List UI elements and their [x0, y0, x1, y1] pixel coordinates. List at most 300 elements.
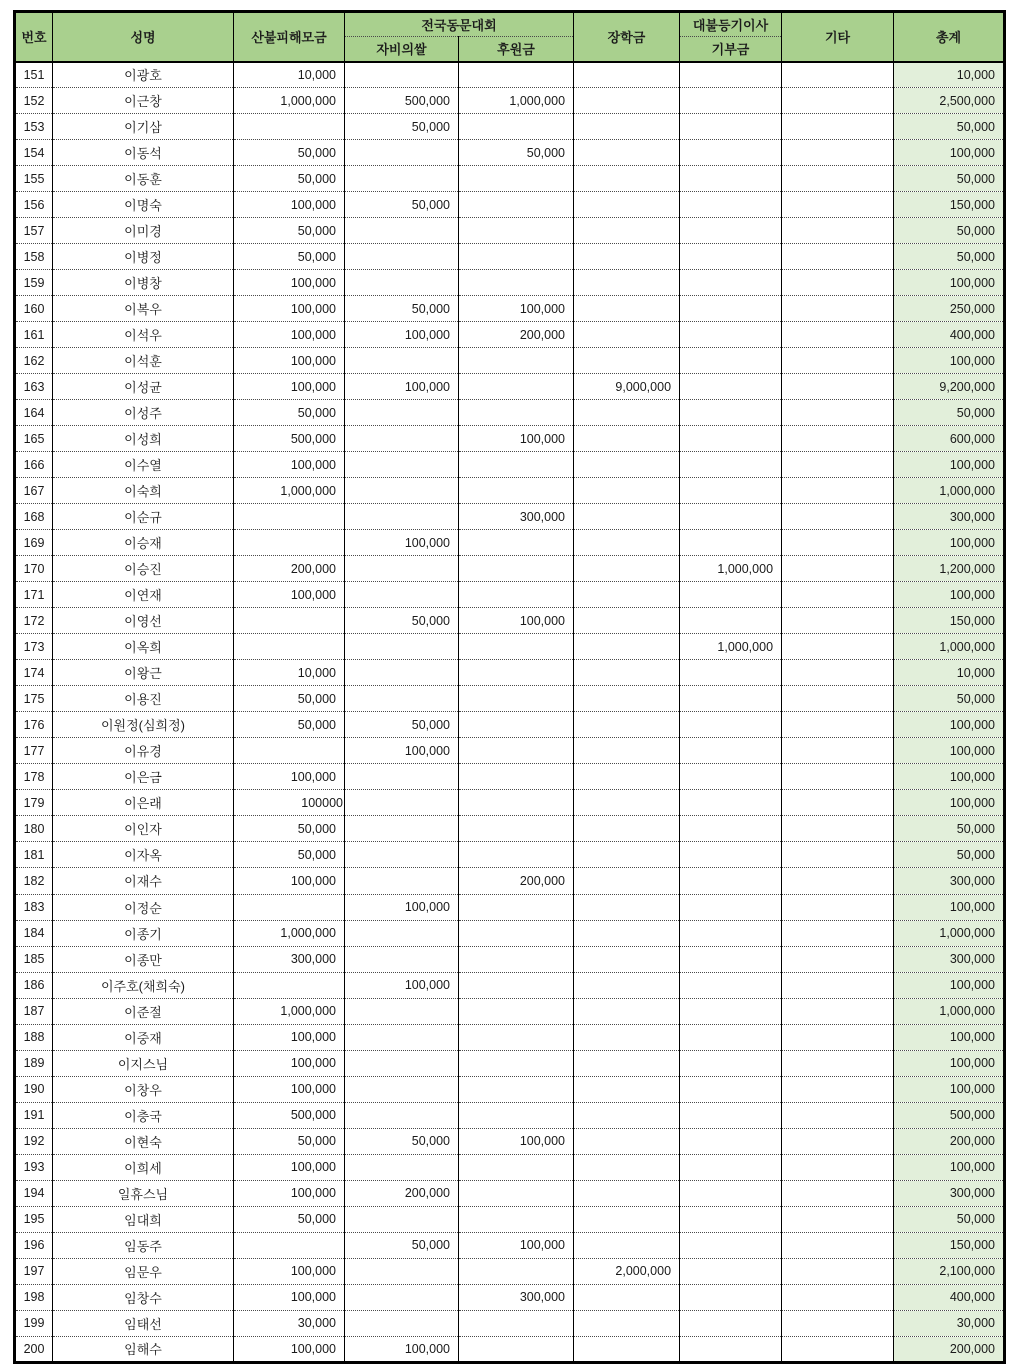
cell-rice-168[interactable]: [345, 504, 459, 530]
cell-support-167[interactable]: [459, 478, 574, 504]
cell-fire-188[interactable]: 100,000: [234, 1024, 345, 1050]
cell-total-181[interactable]: 50,000: [894, 842, 1005, 868]
cell-rice-161[interactable]: 100,000: [345, 322, 459, 348]
cell-etc-167[interactable]: [782, 478, 894, 504]
cell-scholarship-162[interactable]: [574, 348, 680, 374]
cell-rice-176[interactable]: 50,000: [345, 712, 459, 738]
cell-rice-193[interactable]: [345, 1154, 459, 1180]
cell-support-189[interactable]: [459, 1050, 574, 1076]
cell-total-174[interactable]: 10,000: [894, 660, 1005, 686]
cell-no-172[interactable]: 172: [15, 608, 53, 634]
cell-director-177[interactable]: [680, 738, 782, 764]
cell-name-188[interactable]: 이중재: [53, 1024, 234, 1050]
cell-etc-173[interactable]: [782, 634, 894, 660]
cell-support-194[interactable]: [459, 1180, 574, 1206]
cell-rice-194[interactable]: 200,000: [345, 1180, 459, 1206]
cell-no-166[interactable]: 166: [15, 452, 53, 478]
cell-fire-185[interactable]: 300,000: [234, 946, 345, 972]
cell-director-188[interactable]: [680, 1024, 782, 1050]
cell-rice-152[interactable]: 500,000: [345, 88, 459, 114]
cell-total-177[interactable]: 100,000: [894, 738, 1005, 764]
cell-etc-154[interactable]: [782, 140, 894, 166]
cell-support-165[interactable]: 100,000: [459, 426, 574, 452]
cell-etc-166[interactable]: [782, 452, 894, 478]
cell-scholarship-152[interactable]: [574, 88, 680, 114]
cell-etc-175[interactable]: [782, 686, 894, 712]
cell-no-190[interactable]: 190: [15, 1076, 53, 1102]
cell-etc-161[interactable]: [782, 322, 894, 348]
cell-rice-180[interactable]: [345, 816, 459, 842]
cell-etc-157[interactable]: [782, 218, 894, 244]
cell-fire-176[interactable]: 50,000: [234, 712, 345, 738]
cell-fire-189[interactable]: 100,000: [234, 1050, 345, 1076]
cell-etc-180[interactable]: [782, 816, 894, 842]
cell-no-196[interactable]: 196: [15, 1232, 53, 1258]
cell-scholarship-189[interactable]: [574, 1050, 680, 1076]
cell-no-161[interactable]: 161: [15, 322, 53, 348]
cell-support-181[interactable]: [459, 842, 574, 868]
cell-rice-156[interactable]: 50,000: [345, 192, 459, 218]
cell-total-151[interactable]: 10,000: [894, 62, 1005, 88]
cell-no-170[interactable]: 170: [15, 556, 53, 582]
cell-no-191[interactable]: 191: [15, 1102, 53, 1128]
cell-support-154[interactable]: 50,000: [459, 140, 574, 166]
cell-no-179[interactable]: 179: [15, 790, 53, 816]
cell-no-197[interactable]: 197: [15, 1258, 53, 1284]
cell-director-196[interactable]: [680, 1232, 782, 1258]
cell-rice-190[interactable]: [345, 1076, 459, 1102]
cell-name-187[interactable]: 이준절: [53, 998, 234, 1024]
cell-etc-193[interactable]: [782, 1154, 894, 1180]
cell-rice-191[interactable]: [345, 1102, 459, 1128]
cell-support-180[interactable]: [459, 816, 574, 842]
cell-total-165[interactable]: 600,000: [894, 426, 1005, 452]
cell-fire-154[interactable]: 50,000: [234, 140, 345, 166]
cell-fire-168[interactable]: [234, 504, 345, 530]
cell-director-152[interactable]: [680, 88, 782, 114]
cell-scholarship-175[interactable]: [574, 686, 680, 712]
cell-name-177[interactable]: 이유경: [53, 738, 234, 764]
cell-scholarship-157[interactable]: [574, 218, 680, 244]
cell-director-156[interactable]: [680, 192, 782, 218]
cell-name-173[interactable]: 이옥희: [53, 634, 234, 660]
cell-scholarship-156[interactable]: [574, 192, 680, 218]
cell-fire-193[interactable]: 100,000: [234, 1154, 345, 1180]
cell-director-183[interactable]: [680, 894, 782, 920]
cell-director-189[interactable]: [680, 1050, 782, 1076]
cell-support-151[interactable]: [459, 62, 574, 88]
cell-scholarship-191[interactable]: [574, 1102, 680, 1128]
cell-rice-160[interactable]: 50,000: [345, 296, 459, 322]
cell-name-172[interactable]: 이영선: [53, 608, 234, 634]
cell-no-193[interactable]: 193: [15, 1154, 53, 1180]
cell-scholarship-165[interactable]: [574, 426, 680, 452]
cell-no-181[interactable]: 181: [15, 842, 53, 868]
cell-fire-161[interactable]: 100,000: [234, 322, 345, 348]
cell-fire-157[interactable]: 50,000: [234, 218, 345, 244]
cell-total-163[interactable]: 9,200,000: [894, 374, 1005, 400]
cell-fire-158[interactable]: 50,000: [234, 244, 345, 270]
cell-scholarship-168[interactable]: [574, 504, 680, 530]
cell-etc-197[interactable]: [782, 1258, 894, 1284]
cell-rice-154[interactable]: [345, 140, 459, 166]
cell-etc-186[interactable]: [782, 972, 894, 998]
cell-total-155[interactable]: 50,000: [894, 166, 1005, 192]
cell-total-183[interactable]: 100,000: [894, 894, 1005, 920]
cell-rice-153[interactable]: 50,000: [345, 114, 459, 140]
cell-etc-177[interactable]: [782, 738, 894, 764]
cell-name-178[interactable]: 이은금: [53, 764, 234, 790]
cell-rice-197[interactable]: [345, 1258, 459, 1284]
cell-name-174[interactable]: 이왕근: [53, 660, 234, 686]
cell-fire-166[interactable]: 100,000: [234, 452, 345, 478]
cell-rice-179[interactable]: [345, 790, 459, 816]
cell-rice-158[interactable]: [345, 244, 459, 270]
cell-etc-191[interactable]: [782, 1102, 894, 1128]
cell-fire-199[interactable]: 30,000: [234, 1310, 345, 1336]
cell-total-197[interactable]: 2,100,000: [894, 1258, 1005, 1284]
cell-scholarship-193[interactable]: [574, 1154, 680, 1180]
cell-no-171[interactable]: 171: [15, 582, 53, 608]
cell-etc-181[interactable]: [782, 842, 894, 868]
cell-director-187[interactable]: [680, 998, 782, 1024]
cell-rice-187[interactable]: [345, 998, 459, 1024]
cell-director-166[interactable]: [680, 452, 782, 478]
cell-scholarship-196[interactable]: [574, 1232, 680, 1258]
cell-scholarship-182[interactable]: [574, 868, 680, 894]
cell-etc-189[interactable]: [782, 1050, 894, 1076]
cell-fire-171[interactable]: 100,000: [234, 582, 345, 608]
col-header-name[interactable]: 성명: [53, 12, 234, 62]
cell-scholarship-190[interactable]: [574, 1076, 680, 1102]
cell-rice-174[interactable]: [345, 660, 459, 686]
cell-rice-186[interactable]: 100,000: [345, 972, 459, 998]
cell-etc-151[interactable]: [782, 62, 894, 88]
cell-name-151[interactable]: 이광호: [53, 62, 234, 88]
cell-rice-155[interactable]: [345, 166, 459, 192]
cell-no-168[interactable]: 168: [15, 504, 53, 530]
cell-total-159[interactable]: 100,000: [894, 270, 1005, 296]
cell-rice-162[interactable]: [345, 348, 459, 374]
cell-name-184[interactable]: 이종기: [53, 920, 234, 946]
cell-rice-159[interactable]: [345, 270, 459, 296]
cell-etc-198[interactable]: [782, 1284, 894, 1310]
cell-total-193[interactable]: 100,000: [894, 1154, 1005, 1180]
cell-total-198[interactable]: 400,000: [894, 1284, 1005, 1310]
cell-scholarship-159[interactable]: [574, 270, 680, 296]
cell-name-179[interactable]: 이은래: [53, 790, 234, 816]
cell-etc-184[interactable]: [782, 920, 894, 946]
cell-rice-184[interactable]: [345, 920, 459, 946]
cell-scholarship-161[interactable]: [574, 322, 680, 348]
cell-total-189[interactable]: 100,000: [894, 1050, 1005, 1076]
cell-director-179[interactable]: [680, 790, 782, 816]
cell-no-173[interactable]: 173: [15, 634, 53, 660]
cell-fire-184[interactable]: 1,000,000: [234, 920, 345, 946]
cell-scholarship-184[interactable]: [574, 920, 680, 946]
cell-director-178[interactable]: [680, 764, 782, 790]
cell-name-167[interactable]: 이숙희: [53, 478, 234, 504]
cell-scholarship-192[interactable]: [574, 1128, 680, 1154]
cell-name-192[interactable]: 이현숙: [53, 1128, 234, 1154]
cell-director-161[interactable]: [680, 322, 782, 348]
cell-etc-174[interactable]: [782, 660, 894, 686]
cell-scholarship-187[interactable]: [574, 998, 680, 1024]
cell-director-200[interactable]: [680, 1336, 782, 1362]
cell-no-153[interactable]: 153: [15, 114, 53, 140]
cell-director-186[interactable]: [680, 972, 782, 998]
cell-fire-159[interactable]: 100,000: [234, 270, 345, 296]
col-header-total[interactable]: 총계: [894, 12, 1005, 62]
cell-scholarship-176[interactable]: [574, 712, 680, 738]
cell-total-178[interactable]: 100,000: [894, 764, 1005, 790]
cell-total-187[interactable]: 1,000,000: [894, 998, 1005, 1024]
cell-total-154[interactable]: 100,000: [894, 140, 1005, 166]
cell-support-163[interactable]: [459, 374, 574, 400]
cell-support-197[interactable]: [459, 1258, 574, 1284]
cell-director-163[interactable]: [680, 374, 782, 400]
cell-name-170[interactable]: 이승진: [53, 556, 234, 582]
cell-director-151[interactable]: [680, 62, 782, 88]
cell-name-155[interactable]: 이동훈: [53, 166, 234, 192]
cell-no-174[interactable]: 174: [15, 660, 53, 686]
cell-no-199[interactable]: 199: [15, 1310, 53, 1336]
cell-director-165[interactable]: [680, 426, 782, 452]
cell-no-160[interactable]: 160: [15, 296, 53, 322]
cell-director-182[interactable]: [680, 868, 782, 894]
cell-director-154[interactable]: [680, 140, 782, 166]
cell-rice-164[interactable]: [345, 400, 459, 426]
cell-scholarship-167[interactable]: [574, 478, 680, 504]
cell-rice-181[interactable]: [345, 842, 459, 868]
cell-support-199[interactable]: [459, 1310, 574, 1336]
cell-support-166[interactable]: [459, 452, 574, 478]
col-header-scholarship[interactable]: 장학금: [574, 12, 680, 62]
cell-support-185[interactable]: [459, 946, 574, 972]
cell-support-191[interactable]: [459, 1102, 574, 1128]
cell-rice-173[interactable]: [345, 634, 459, 660]
cell-name-168[interactable]: 이순규: [53, 504, 234, 530]
cell-scholarship-179[interactable]: [574, 790, 680, 816]
cell-fire-177[interactable]: [234, 738, 345, 764]
cell-name-200[interactable]: 임해수: [53, 1336, 234, 1362]
cell-total-175[interactable]: 50,000: [894, 686, 1005, 712]
cell-fire-187[interactable]: 1,000,000: [234, 998, 345, 1024]
cell-scholarship-186[interactable]: [574, 972, 680, 998]
col-header-rice[interactable]: 자비의쌀: [345, 37, 459, 62]
cell-name-161[interactable]: 이석우: [53, 322, 234, 348]
cell-name-157[interactable]: 이미경: [53, 218, 234, 244]
cell-etc-165[interactable]: [782, 426, 894, 452]
cell-rice-165[interactable]: [345, 426, 459, 452]
cell-total-179[interactable]: 100,000: [894, 790, 1005, 816]
cell-scholarship-170[interactable]: [574, 556, 680, 582]
cell-total-188[interactable]: 100,000: [894, 1024, 1005, 1050]
cell-scholarship-177[interactable]: [574, 738, 680, 764]
cell-etc-183[interactable]: [782, 894, 894, 920]
cell-name-197[interactable]: 임문우: [53, 1258, 234, 1284]
cell-rice-189[interactable]: [345, 1050, 459, 1076]
cell-scholarship-183[interactable]: [574, 894, 680, 920]
cell-total-152[interactable]: 2,500,000: [894, 88, 1005, 114]
cell-rice-200[interactable]: 100,000: [345, 1336, 459, 1362]
cell-no-195[interactable]: 195: [15, 1206, 53, 1232]
cell-name-198[interactable]: 임창수: [53, 1284, 234, 1310]
cell-name-183[interactable]: 이정순: [53, 894, 234, 920]
cell-etc-200[interactable]: [782, 1336, 894, 1362]
cell-rice-157[interactable]: [345, 218, 459, 244]
cell-scholarship-200[interactable]: [574, 1336, 680, 1362]
cell-support-162[interactable]: [459, 348, 574, 374]
cell-support-170[interactable]: [459, 556, 574, 582]
cell-director-175[interactable]: [680, 686, 782, 712]
cell-support-159[interactable]: [459, 270, 574, 296]
cell-director-159[interactable]: [680, 270, 782, 296]
cell-director-168[interactable]: [680, 504, 782, 530]
cell-name-190[interactable]: 이창우: [53, 1076, 234, 1102]
cell-scholarship-155[interactable]: [574, 166, 680, 192]
cell-total-171[interactable]: 100,000: [894, 582, 1005, 608]
cell-rice-196[interactable]: 50,000: [345, 1232, 459, 1258]
cell-support-174[interactable]: [459, 660, 574, 686]
cell-support-161[interactable]: 200,000: [459, 322, 574, 348]
cell-fire-200[interactable]: 100,000: [234, 1336, 345, 1362]
col-header-director-donation-line1[interactable]: 대불등기이사: [680, 12, 782, 37]
cell-no-156[interactable]: 156: [15, 192, 53, 218]
cell-etc-187[interactable]: [782, 998, 894, 1024]
cell-total-199[interactable]: 30,000: [894, 1310, 1005, 1336]
cell-total-173[interactable]: 1,000,000: [894, 634, 1005, 660]
cell-rice-183[interactable]: 100,000: [345, 894, 459, 920]
cell-etc-178[interactable]: [782, 764, 894, 790]
cell-total-162[interactable]: 100,000: [894, 348, 1005, 374]
cell-scholarship-172[interactable]: [574, 608, 680, 634]
cell-director-184[interactable]: [680, 920, 782, 946]
cell-fire-173[interactable]: [234, 634, 345, 660]
cell-no-198[interactable]: 198: [15, 1284, 53, 1310]
cell-no-155[interactable]: 155: [15, 166, 53, 192]
cell-director-170[interactable]: 1,000,000: [680, 556, 782, 582]
cell-director-176[interactable]: [680, 712, 782, 738]
cell-director-164[interactable]: [680, 400, 782, 426]
cell-no-152[interactable]: 152: [15, 88, 53, 114]
cell-name-181[interactable]: 이자옥: [53, 842, 234, 868]
cell-total-186[interactable]: 100,000: [894, 972, 1005, 998]
cell-name-154[interactable]: 이동석: [53, 140, 234, 166]
cell-director-153[interactable]: [680, 114, 782, 140]
cell-director-192[interactable]: [680, 1128, 782, 1154]
cell-no-151[interactable]: 151: [15, 62, 53, 88]
col-header-support[interactable]: 후원금: [459, 37, 574, 62]
cell-total-195[interactable]: 50,000: [894, 1206, 1005, 1232]
cell-name-185[interactable]: 이종만: [53, 946, 234, 972]
cell-director-174[interactable]: [680, 660, 782, 686]
cell-total-168[interactable]: 300,000: [894, 504, 1005, 530]
cell-director-191[interactable]: [680, 1102, 782, 1128]
cell-etc-156[interactable]: [782, 192, 894, 218]
cell-fire-190[interactable]: 100,000: [234, 1076, 345, 1102]
cell-name-175[interactable]: 이용진: [53, 686, 234, 712]
cell-total-184[interactable]: 1,000,000: [894, 920, 1005, 946]
cell-support-192[interactable]: 100,000: [459, 1128, 574, 1154]
cell-total-156[interactable]: 150,000: [894, 192, 1005, 218]
cell-director-172[interactable]: [680, 608, 782, 634]
cell-scholarship-171[interactable]: [574, 582, 680, 608]
cell-fire-160[interactable]: 100,000: [234, 296, 345, 322]
cell-fire-194[interactable]: 100,000: [234, 1180, 345, 1206]
cell-total-190[interactable]: 100,000: [894, 1076, 1005, 1102]
cell-support-190[interactable]: [459, 1076, 574, 1102]
cell-director-158[interactable]: [680, 244, 782, 270]
cell-support-176[interactable]: [459, 712, 574, 738]
cell-name-186[interactable]: 이주호(채희숙): [53, 972, 234, 998]
cell-support-173[interactable]: [459, 634, 574, 660]
cell-no-167[interactable]: 167: [15, 478, 53, 504]
cell-name-194[interactable]: 일휴스님: [53, 1180, 234, 1206]
cell-director-185[interactable]: [680, 946, 782, 972]
cell-support-156[interactable]: [459, 192, 574, 218]
cell-total-200[interactable]: 200,000: [894, 1336, 1005, 1362]
cell-director-198[interactable]: [680, 1284, 782, 1310]
cell-support-157[interactable]: [459, 218, 574, 244]
cell-rice-151[interactable]: [345, 62, 459, 88]
cell-support-158[interactable]: [459, 244, 574, 270]
cell-director-197[interactable]: [680, 1258, 782, 1284]
cell-name-189[interactable]: 이지스님: [53, 1050, 234, 1076]
cell-support-186[interactable]: [459, 972, 574, 998]
cell-etc-194[interactable]: [782, 1180, 894, 1206]
cell-total-180[interactable]: 50,000: [894, 816, 1005, 842]
cell-scholarship-174[interactable]: [574, 660, 680, 686]
cell-rice-175[interactable]: [345, 686, 459, 712]
cell-etc-196[interactable]: [782, 1232, 894, 1258]
cell-total-194[interactable]: 300,000: [894, 1180, 1005, 1206]
cell-no-189[interactable]: 189: [15, 1050, 53, 1076]
cell-no-194[interactable]: 194: [15, 1180, 53, 1206]
cell-rice-192[interactable]: 50,000: [345, 1128, 459, 1154]
cell-no-159[interactable]: 159: [15, 270, 53, 296]
cell-no-183[interactable]: 183: [15, 894, 53, 920]
cell-total-191[interactable]: 500,000: [894, 1102, 1005, 1128]
cell-etc-169[interactable]: [782, 530, 894, 556]
cell-no-186[interactable]: 186: [15, 972, 53, 998]
cell-no-163[interactable]: 163: [15, 374, 53, 400]
cell-name-195[interactable]: 임대희: [53, 1206, 234, 1232]
cell-no-184[interactable]: 184: [15, 920, 53, 946]
cell-etc-160[interactable]: [782, 296, 894, 322]
cell-scholarship-169[interactable]: [574, 530, 680, 556]
cell-rice-169[interactable]: 100,000: [345, 530, 459, 556]
cell-rice-182[interactable]: [345, 868, 459, 894]
cell-no-154[interactable]: 154: [15, 140, 53, 166]
cell-rice-185[interactable]: [345, 946, 459, 972]
cell-scholarship-163[interactable]: 9,000,000: [574, 374, 680, 400]
cell-support-168[interactable]: 300,000: [459, 504, 574, 530]
cell-support-160[interactable]: 100,000: [459, 296, 574, 322]
cell-no-187[interactable]: 187: [15, 998, 53, 1024]
cell-support-200[interactable]: [459, 1336, 574, 1362]
cell-support-152[interactable]: 1,000,000: [459, 88, 574, 114]
cell-name-180[interactable]: 이인자: [53, 816, 234, 842]
cell-support-187[interactable]: [459, 998, 574, 1024]
cell-etc-182[interactable]: [782, 868, 894, 894]
cell-scholarship-199[interactable]: [574, 1310, 680, 1336]
cell-no-165[interactable]: 165: [15, 426, 53, 452]
cell-support-178[interactable]: [459, 764, 574, 790]
cell-director-162[interactable]: [680, 348, 782, 374]
cell-etc-171[interactable]: [782, 582, 894, 608]
cell-total-164[interactable]: 50,000: [894, 400, 1005, 426]
